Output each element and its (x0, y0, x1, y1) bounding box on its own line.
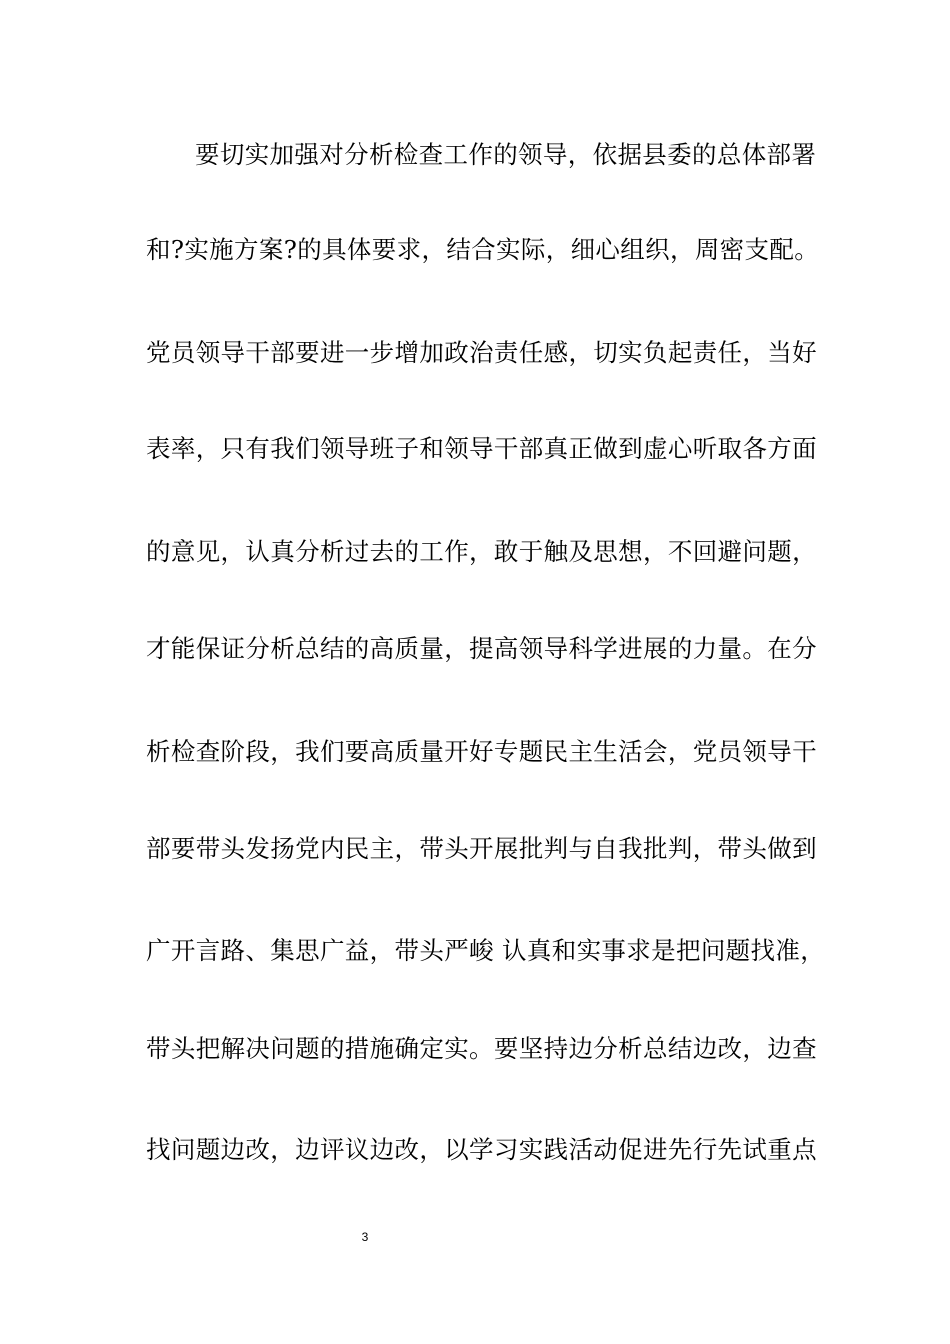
paragraph-line: 找问题边改，边评议边改，以学习实践活动促进先行先试重点 (146, 1135, 817, 1164)
paragraph-line: 要切实加强对分析检查工作的领导，依据县委的总体部署 (195, 140, 817, 169)
paragraph-line: 广开言路、集思广益，带头严峻 认真和实事求是把问题找准， (146, 936, 826, 965)
paragraph-line: 的意见，认真分析过去的工作，敢于触及思想，不回避问题， (146, 537, 817, 566)
page-number: 3 (361, 1230, 369, 1244)
paragraph-line: 和?实施方案?的具体要求，结合实际，细心组织，周密支配。 (146, 235, 820, 264)
paragraph-line: 才能保证分析总结的高质量，提高领导科学进展的力量。在分 (146, 634, 817, 663)
paragraph-line: 表率，只有我们领导班子和领导干部真正做到虚心听取各方面 (146, 434, 817, 463)
paragraph-line: 带头把解决问题的措施确定实。要坚持边分析总结边改，边查 (146, 1034, 817, 1063)
paragraph-line: 部要带头发扬党内民主，带头开展批判与自我批判，带头做到 (146, 834, 817, 863)
paragraph-line: 析检查阶段，我们要高质量开好专题民主生活会，党员领导干 (146, 737, 817, 766)
paragraph-line: 党员领导干部要进一步增加政治责任感，切实负起责任，当好 (146, 338, 817, 367)
